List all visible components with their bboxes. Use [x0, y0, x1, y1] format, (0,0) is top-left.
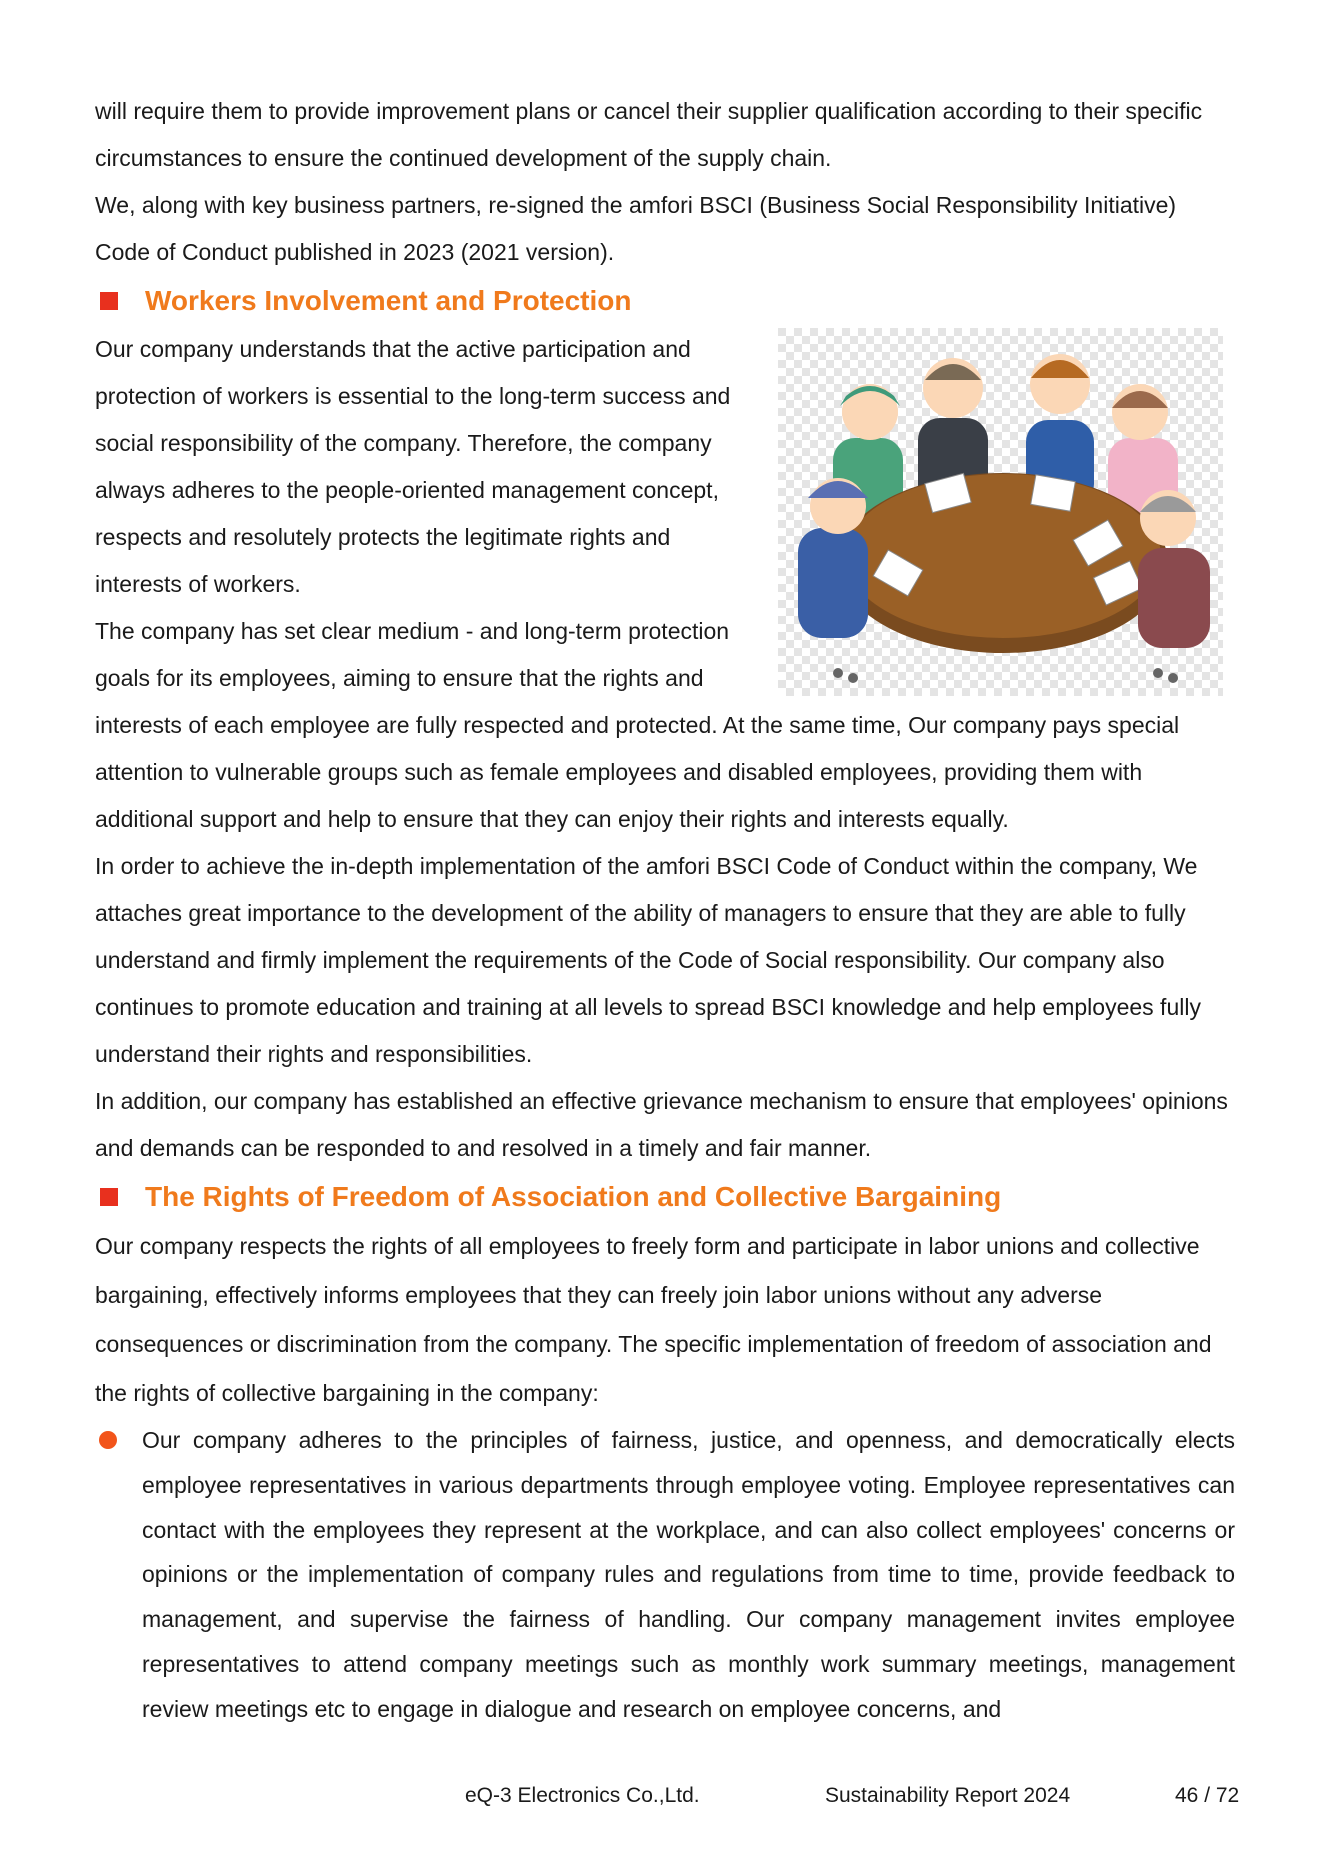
section-workers — [95, 326, 1235, 1172]
workers-paragraph-1 — [95, 326, 1235, 608]
association-paragraph-1: Our company respects the rights of all employees to freely form and participate in labor unions and collective bargaining, effectively informs employees that they can freely join labor unions without any adverse consequences or discrimination from the company. The specific implementation of freedom of association and the rights of collective bargaining in the company: — [95, 1233, 1212, 1406]
workers-paragraph-1-text: Our company understands that the active participation and protection of workers is essential to the long-term success and social responsibility of the company. Therefore, the company always adheres to the people-oriented management concept, respects and resolutely protects the legitimate rights and interests of workers. — [95, 336, 731, 597]
section-heading-workers — [95, 276, 1235, 326]
list-item-text: Our company adheres to the principles of fairness, justice, and openness, and democratically elects employee representatives in various departments through employee voting. Employee representatives can contact with the employees they represent at the workplace, and can also collect employees' concerns or opinions or the implementation of company rules and regulations from time to time, provide feedback to management, and supervise the fairness of handling. Our company management invites employee representatives to attend company meetings such as monthly work summary meetings, management review meetings etc to engage in dialogue and research on employee concerns, and — [142, 1427, 1235, 1722]
section-title: Workers Involvement and Protection — [145, 285, 632, 316]
square-bullet-icon — [100, 1188, 118, 1206]
meeting-illustration — [778, 328, 1223, 696]
workers-paragraph-2: The company has set clear medium - and long-term protection goals for its employees, aiming to ensure that the rights and interests of each employee are fully respected and protected. At the same time, Our company pays special attention to vulnerable groups such as female employees and disabled employees, providing them with additional support and help to ensure that they can enjoy their rights and interests equally. — [95, 618, 1180, 832]
section-heading-association — [95, 1172, 1235, 1222]
workers-paragraph-3: In order to achieve the in-depth implementation of the amfori BSCI Code of Conduct within the company, We attaches great importance to the development of the ability of managers to ensure that they are able to fully understand and firmly implement the requirements of the Code of Social responsibility. Our company also continues to promote education and training at all levels to spread BSCI knowledge and help employees fully understand their rights and responsibilities. — [95, 853, 1201, 1067]
bullet-dot-icon — [99, 1431, 117, 1449]
page-footer — [0, 1784, 1323, 1814]
footer-report-title: Sustainability Report 2024 — [825, 1784, 1071, 1807]
footer-page-number: 46 / 72 — [1175, 1784, 1240, 1807]
section-title: The Rights of Freedom of Association and Collective Bargaining — [145, 1181, 1002, 1212]
footer-company: eQ-3 Electronics Co.,Ltd. — [465, 1784, 700, 1807]
intro-paragraph-1: will require them to provide improvement plans or cancel their supplier qualification according to their specific circumstances to ensure the continued development of the supply chain. — [95, 98, 1203, 171]
list-item — [95, 1418, 1235, 1732]
workers-paragraph-4: In addition, our company has established an effective grievance mechanism to ensure that employees' opinions and demands can be responded to and resolved in a timely and fair manner. — [95, 1088, 1228, 1161]
intro-paragraph-2: We, along with key business partners, re-signed the amfori BSCI (Business Social Responsibility Initiative) Code of Conduct published in 2023 (2021 version). — [95, 192, 1177, 265]
page-content — [95, 88, 1235, 1732]
square-bullet-icon — [100, 292, 118, 310]
section-association — [95, 1222, 1235, 1418]
